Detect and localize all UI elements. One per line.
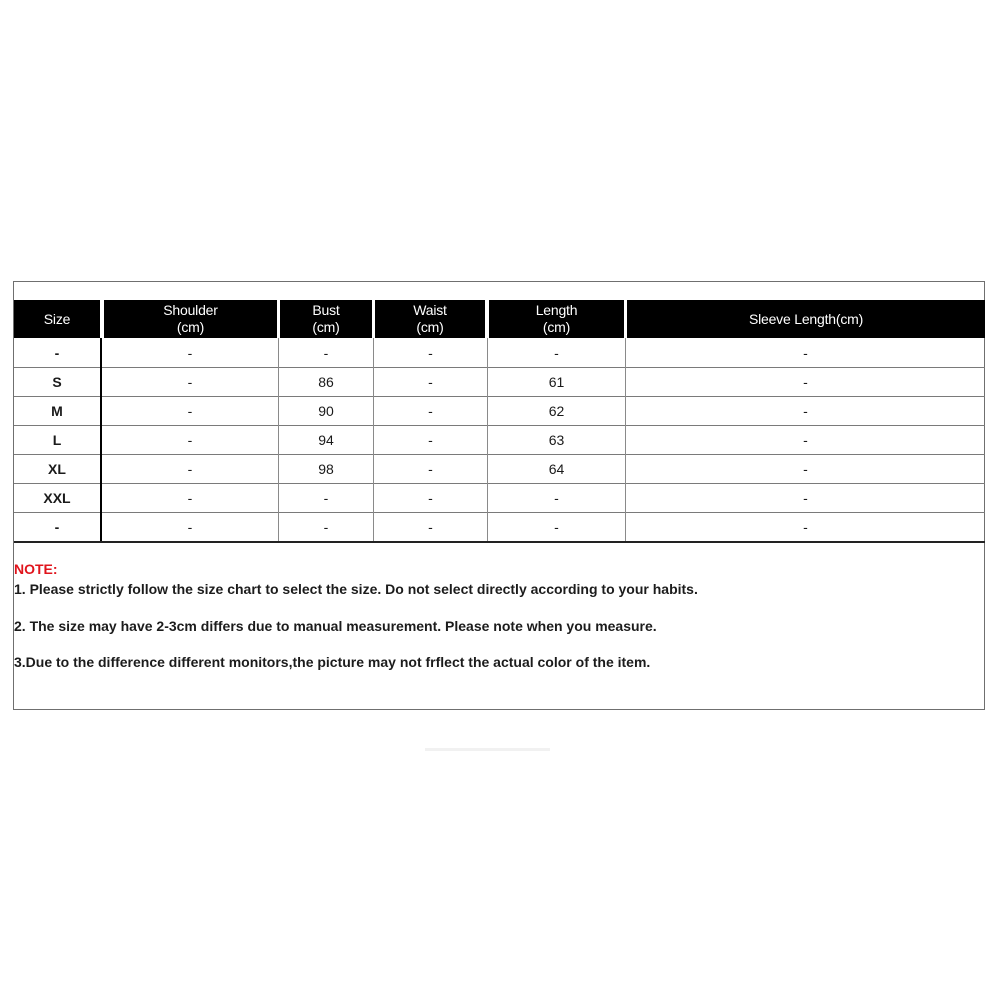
table-cell-length: - [554,519,559,535]
table-cell-bust: 86 [318,374,334,390]
table-cell-sleeve-length: - [803,432,808,448]
header-waist [375,300,485,338]
table-cell-bust: 90 [318,403,334,419]
faint-mark [425,748,550,751]
table-cell-shoulder: - [187,403,193,419]
table-cell-waist: - [428,345,433,361]
table-cell-shoulder: - [187,519,193,535]
table-cell-size: - [54,519,60,535]
header-size [14,300,100,338]
table-cell-sleeve-length: - [803,345,808,361]
table-cell-sleeve-length: - [803,403,808,419]
header-shoulder-label: Shoulder (cm) [163,302,218,335]
header-length [489,300,624,338]
header-bust [280,300,372,338]
table-cell-bust: 94 [318,432,334,448]
table-cell-bust: - [323,490,329,506]
table-cell-bust: - [323,345,329,361]
table-cell-sleeve-length: - [803,374,808,390]
header-sleeve-length [627,300,985,338]
table-cell-shoulder: - [187,374,193,390]
note-line-3: 3.Due to the difference different monitors,the picture may not frflect the actual color of the item. [14,654,651,670]
table-cell-sleeve-length: - [803,519,808,535]
table-cell-bust: 98 [318,461,334,477]
table-cell-length: 62 [548,403,565,419]
table-cell-sleeve-length: - [803,490,808,506]
table-bottom-rule [14,541,985,543]
table-cell-waist: - [428,432,433,448]
table-cell-length: - [554,490,559,506]
note-line-2: 2. The size may have 2-3cm differs due to manual measurement. Please note when you measure. [14,618,657,634]
table-cell-shoulder: - [187,345,193,361]
table-cell-waist: - [428,461,433,477]
table-cell-waist: - [428,519,433,535]
table-cell-length: - [554,345,559,361]
header-size-label: Size [43,310,71,327]
table-cell-shoulder: - [187,490,193,506]
table-cell-size: M [51,403,63,419]
table-cell-size: L [52,432,62,448]
header-length-label: Length (cm) [535,302,578,335]
table-cell-length: 63 [548,432,565,448]
table-cell-size: - [54,345,60,361]
table-cell-bust: - [323,519,329,535]
header-sleeve-length-label: Sleeve Length(cm) [748,310,864,327]
table-cell-shoulder: - [187,432,193,448]
table-cell-size: XL [48,461,66,477]
table-cell-waist: - [428,490,433,506]
header-shoulder [104,300,277,338]
header-waist-label: Waist (cm) [413,302,447,335]
table-cell-size: XXL [43,490,71,506]
table-cell-length: 64 [548,461,565,477]
table-cell-length: 61 [548,374,565,390]
table-cell-shoulder: - [187,461,193,477]
note-line-1: 1. Please strictly follow the size chart to select the size. Do not select directly according to your habits. [14,581,698,597]
header-bust-label: Bust (cm) [312,302,340,335]
table-cell-size: S [52,374,62,390]
table-cell-sleeve-length: - [803,461,808,477]
notes-section [14,560,974,671]
note-title: NOTE: [14,561,58,577]
table-cell-waist: - [428,374,433,390]
table-cell-waist: - [428,403,433,419]
